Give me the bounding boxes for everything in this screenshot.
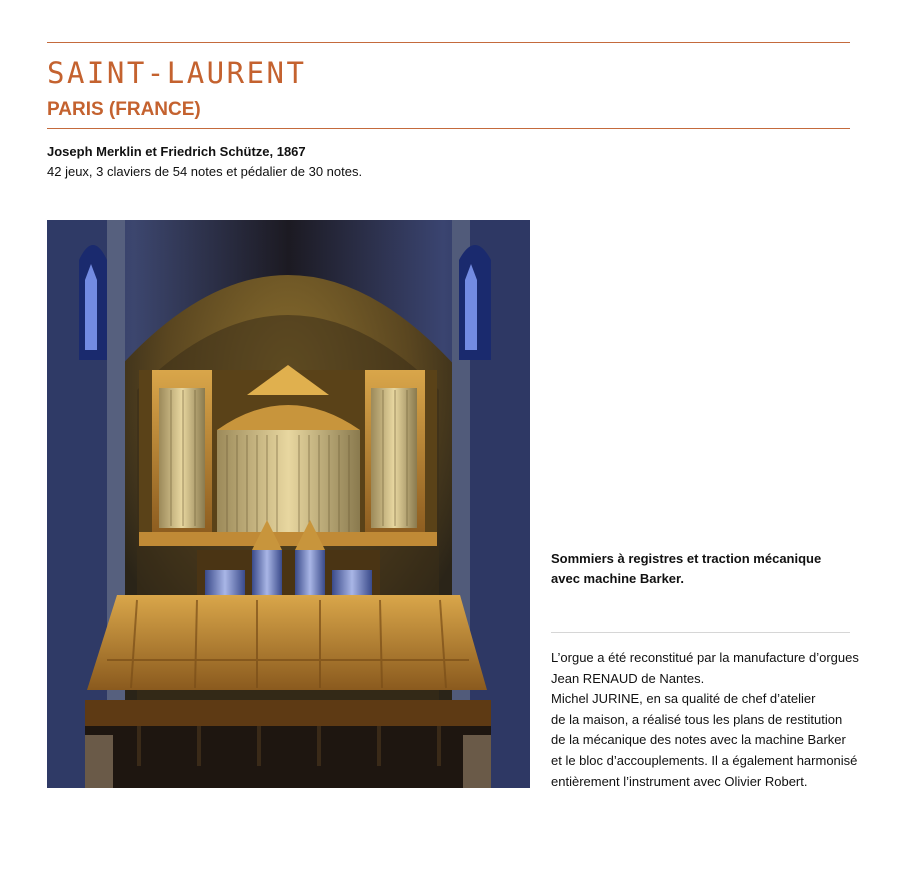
history-line: Jean RENAUD de Nantes. (551, 670, 705, 686)
history-line: de la maison, a réalisé tous les plans de restitution (551, 711, 843, 727)
features-line: avec machine Barker. (551, 571, 684, 586)
history-line: L’orgue a été reconstitué par la manufacture d’orgues (551, 650, 859, 665)
history-line: et le bloc d’accouplements. Il a également harmonisé (551, 752, 858, 768)
organ-builders: Joseph Merklin et Friedrich Schütze, 1867 (47, 144, 306, 159)
history-line: Michel JURINE, en sa qualité de chef d’atelier (551, 691, 816, 707)
features-line: Sommiers à registres et traction mécanique (551, 551, 822, 566)
page-title: SAINT-LAURENT (47, 56, 307, 90)
organ-specs: 42 jeux, 3 claviers de 54 notes et pédalier de 30 notes. (47, 164, 363, 179)
history-line: entièrement l’instrument avec Olivier Robert. (551, 773, 808, 789)
history-text (551, 648, 871, 792)
features-text (551, 549, 851, 589)
page-subtitle: PARIS (FRANCE) (47, 99, 201, 120)
header-divider (47, 128, 850, 129)
section-divider (551, 632, 850, 633)
top-divider (47, 42, 850, 43)
history-line: de la mécanique des notes avec la machine Barker (551, 732, 846, 748)
organ-photo (47, 220, 530, 788)
